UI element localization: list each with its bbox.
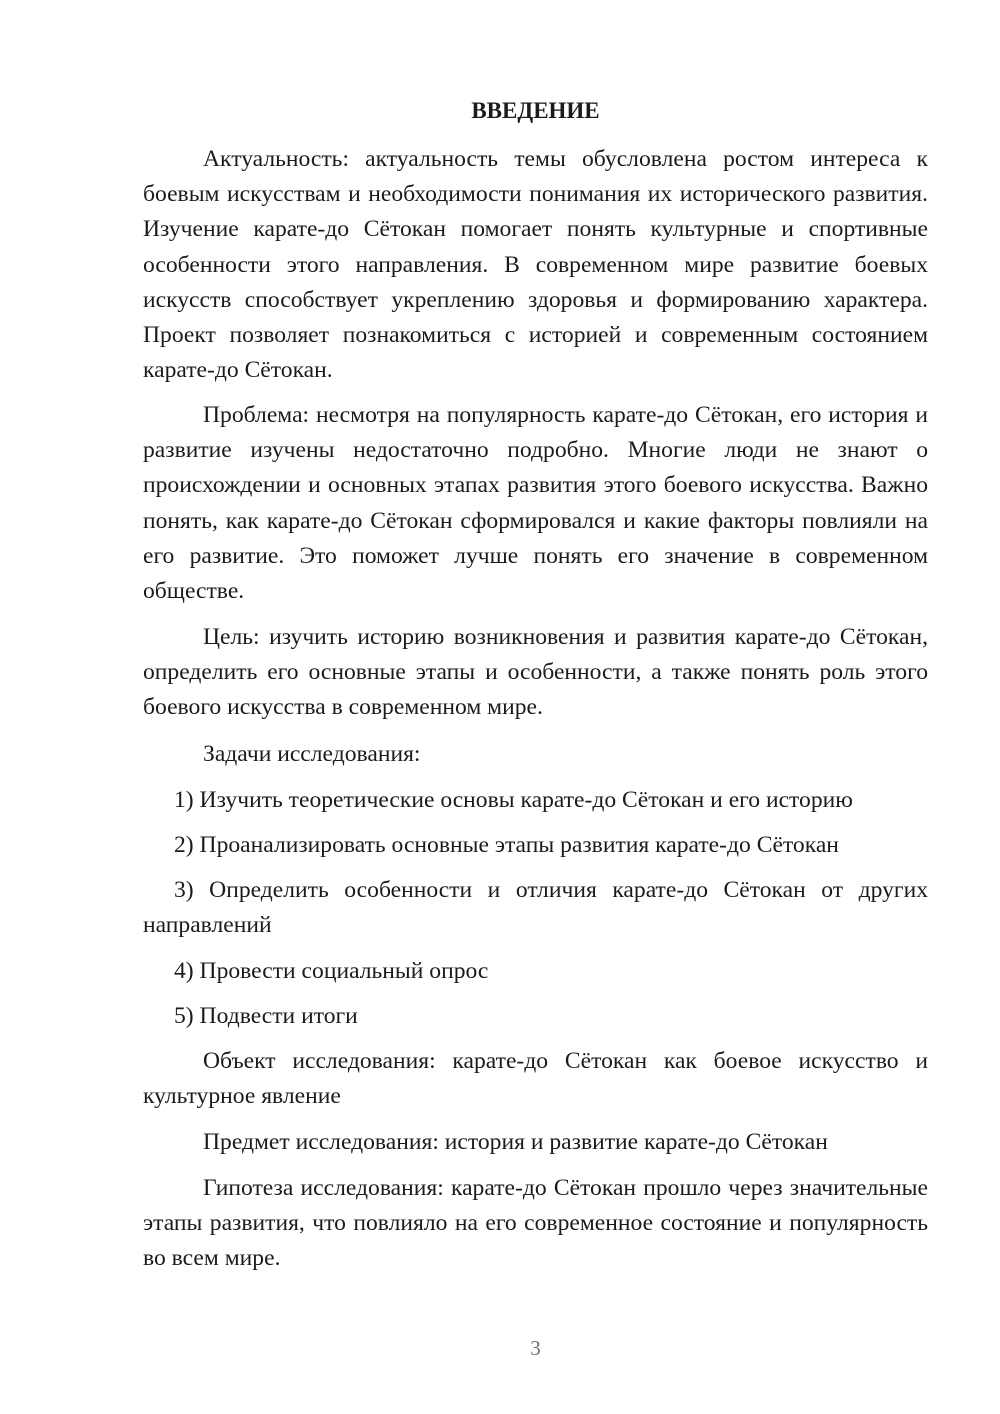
task-item-1: 1) Изучить теоретические основы карате-до Сётокан и его историю: [174, 787, 853, 813]
paragraph-goal: Цель: изучить историю возникновения и развития карате-до Сётокан, определить его основные этапы и особенности, а также понять роль этого боевого искусства в современном мире.: [143, 624, 928, 721]
task-item-2: 2) Проанализировать основные этапы развития карате-до Сётокан: [174, 832, 839, 858]
paragraph-object: Объект исследования: карате-до Сётокан как боевое искусство и культурное явление: [143, 1048, 928, 1110]
paragraph-problem: Проблема: несмотря на популярность карате-до Сётокан, его история и развитие изучены недостаточно подробно. Многие люди не знают о происхождении и основных этапах развития этого боевого искусства. Важно понять, как карате-до Сётокан сформировался и какие факторы повлияли на его развитие. Это поможет лучше понять его значение в современном обществе.: [143, 402, 928, 605]
section-title: ВВЕДЕНИЕ: [471, 98, 600, 123]
task-item-3: 3) Определить особенности и отличия карате-до Сётокан от других направлений: [143, 877, 928, 939]
paragraph-subject: Предмет исследования: история и развитие карате-до Сётокан: [203, 1129, 828, 1155]
task-item-4: 4) Провести социальный опрос: [174, 958, 489, 984]
paragraph-hypothesis: Гипотеза исследования: карате-до Сётокан прошло через значительные этапы развития, что повлияло на его современное состояние и популярность во всем мире.: [143, 1175, 928, 1272]
page-number: 3: [530, 1336, 541, 1360]
task-item-5: 5) Подвести итоги: [174, 1003, 358, 1029]
paragraph-relevance: Актуальность: актуальность темы обусловлена ростом интереса к боевым искусствам и необходимости понимания их исторического развития. Изучение карате-до Сётокан помогает понять культурные и спортивные особенности этого направления. В современном мире развитие боевых искусств способствует укреплению здоровья и формированию характера. Проект позволяет познакомиться с историей и современным состоянием карате-до Сётокан.: [143, 146, 928, 384]
paragraph-tasks-heading: Задачи исследования:: [203, 741, 421, 767]
